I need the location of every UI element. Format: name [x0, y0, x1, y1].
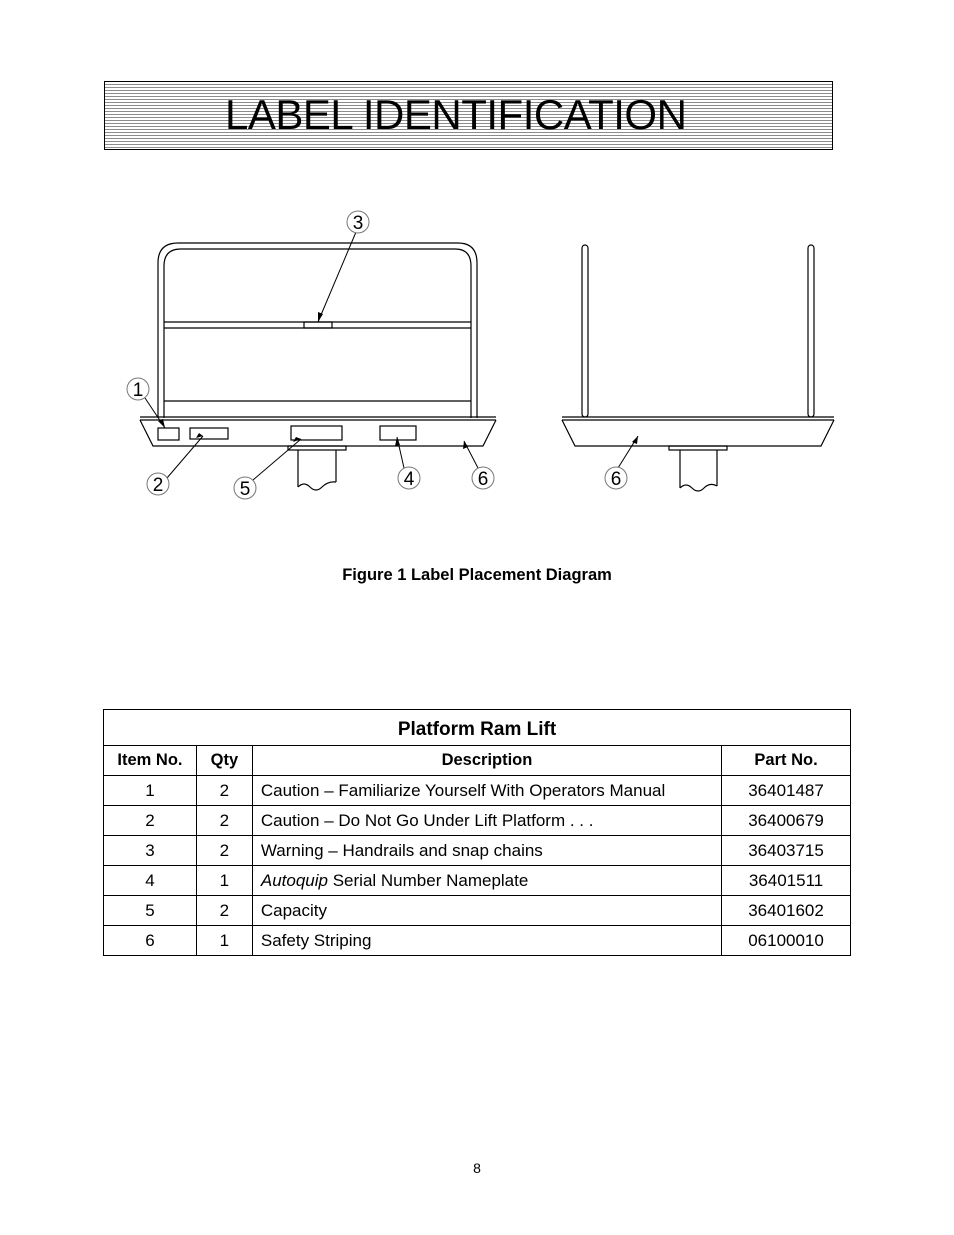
table-caption-row	[104, 710, 851, 746]
cell-description: Safety Striping	[252, 926, 721, 956]
figure-caption: Figure 1 Label Placement Diagram	[342, 566, 612, 584]
label-5-marker	[291, 426, 342, 440]
table-row	[104, 866, 851, 896]
header-part-no: Part No.	[722, 746, 851, 776]
table-row	[104, 896, 851, 926]
callout-numbers	[133, 213, 622, 500]
cell-item: 1	[104, 776, 197, 806]
header-description: Description	[252, 746, 721, 776]
cell-item: 2	[104, 806, 197, 836]
cell-part: 36401602	[722, 896, 851, 926]
table-row	[104, 776, 851, 806]
cell-part: 36401487	[722, 776, 851, 806]
table-header-row	[104, 746, 851, 776]
description-text: Serial Number Nameplate	[328, 870, 529, 890]
cell-qty: 1	[196, 926, 252, 956]
label-3-marker	[304, 322, 332, 328]
cell-description: Caution – Familiarize Yourself With Operators Manual	[252, 776, 721, 806]
callouts	[127, 211, 627, 499]
table-row	[104, 836, 851, 866]
header-item-no: Item No.	[104, 746, 197, 776]
cell-item: 3	[104, 836, 197, 866]
label-placement-diagram	[0, 0, 954, 540]
page-number: 8	[473, 1160, 481, 1176]
cell-description: Caution – Do Not Go Under Lift Platform . . .	[252, 806, 721, 836]
leader-lines	[145, 232, 638, 480]
cell-qty: 2	[196, 806, 252, 836]
cell-part: 36403715	[722, 836, 851, 866]
callout-5: 5	[239, 479, 251, 500]
callout-3: 3	[352, 213, 364, 234]
cell-description: Warning – Handrails and snap chains	[252, 836, 721, 866]
callout-2: 2	[152, 475, 164, 496]
label-4-marker	[380, 426, 416, 440]
parts-table	[103, 709, 851, 956]
page-title: LABEL IDENTIFICATION	[225, 91, 687, 138]
cell-qty: 1	[196, 866, 252, 896]
cell-description: Capacity	[252, 896, 721, 926]
table-caption: Platform Ram Lift	[104, 710, 851, 746]
label-1-marker	[158, 428, 179, 440]
cell-description	[252, 866, 721, 896]
callout-6-side: 6	[610, 469, 622, 490]
table-row	[104, 926, 851, 956]
callout-6-front: 6	[477, 469, 489, 490]
brand-name: Autoquip	[260, 870, 328, 890]
cell-item: 6	[104, 926, 197, 956]
cell-part: 36400679	[722, 806, 851, 836]
side-view	[562, 245, 834, 491]
table-row	[104, 806, 851, 836]
cell-item: 4	[104, 866, 197, 896]
cell-qty: 2	[196, 896, 252, 926]
front-view	[140, 243, 496, 490]
cell-qty: 2	[196, 776, 252, 806]
cell-part: 06100010	[722, 926, 851, 956]
label-2-marker	[190, 428, 228, 439]
cell-item: 5	[104, 896, 197, 926]
callout-4: 4	[403, 469, 415, 490]
cell-part: 36401511	[722, 866, 851, 896]
header-qty: Qty	[196, 746, 252, 776]
callout-1: 1	[132, 380, 144, 401]
cell-qty: 2	[196, 836, 252, 866]
